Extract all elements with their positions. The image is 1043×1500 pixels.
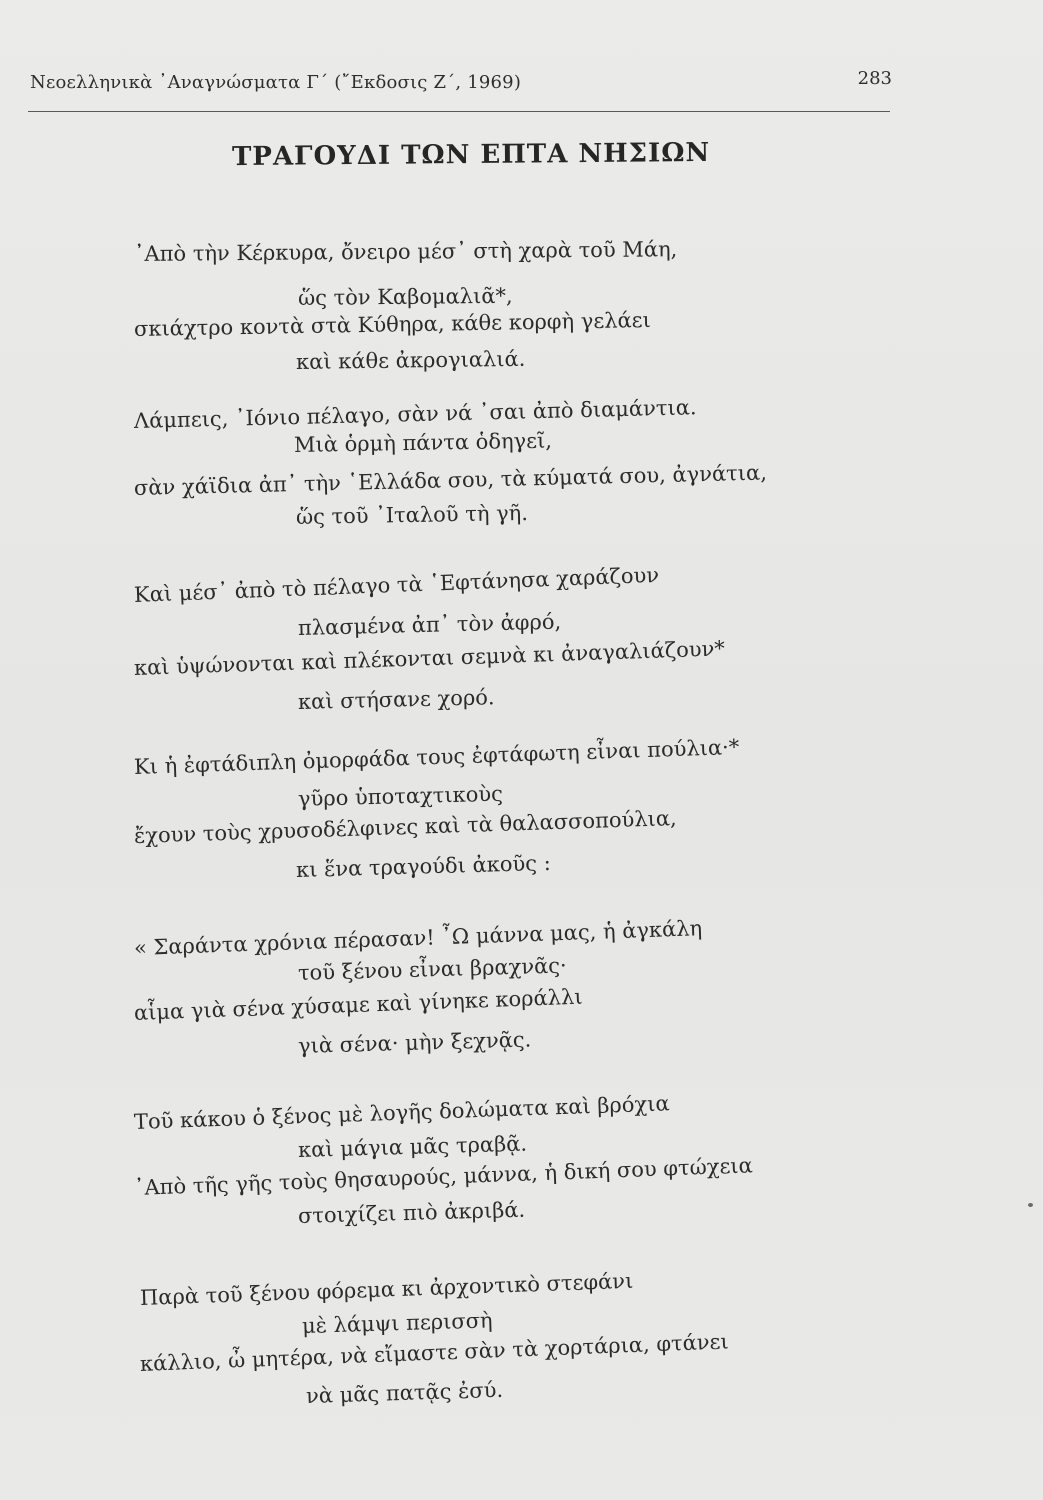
verse-line: αἷμα γιὰ σένα χύσαμε καὶ γίνηκε κοράλλι	[133, 984, 583, 1025]
verse-line: καὶ ὑψώνονται καὶ πλέκονται σεμνὰ κι ἀναγαλιάζουν*	[133, 636, 726, 680]
verse-line: ᾽Απὸ τῆς γῆς τοὺς θησαυρούς, μάννα, ἡ δική σου φτώχεια	[133, 1153, 754, 1200]
verse-line: ὥς τὸν Καβομαλιᾶ*,	[297, 283, 513, 310]
poem-title: ΤΡΑΓΟΥΔΙ ΤΩΝ ΕΠΤΑ ΝΗΣΙΩΝ	[231, 137, 711, 173]
verse-line: καὶ κάθε ἀκρογιαλιά.	[295, 346, 526, 374]
verse-line: Παρὰ τοῦ ξένου φόρεμα κι ἀρχοντικὸ στεφάνι	[139, 1268, 634, 1310]
verse-line: Μιὰ ὁρμὴ πάντα ὁδηγεῖ,	[293, 428, 553, 457]
verse-line: τοῦ ξένου εἶναι βραχνᾶς·	[297, 953, 567, 985]
page-header	[30, 68, 892, 98]
verse-line: πλασμένα ἀπ᾽ τὸν ἀφρό,	[297, 609, 562, 640]
ink-speck	[1028, 1203, 1033, 1207]
verse-line: Κι ἡ ἐφτάδιπλη ὀμορφάδα τους ἐφτάφωτη εἶναι πούλια·*	[133, 734, 740, 779]
verse-line: « Σαράντα χρόνια πέρασαν! ῏Ω μάννα μας, ἡ ἀγκάλη	[133, 916, 703, 960]
verse-line: Λάμπεις, ᾽Ιόνιο πέλαγο, σὰν νά ᾽σαι ἀπὸ διαμάντια.	[133, 395, 697, 433]
verse-line: νὰ μᾶς πατᾷς ἐσύ.	[305, 1377, 504, 1408]
verse-line: κι ἕνα τραγούδι ἀκοῦς :	[295, 850, 552, 882]
running-title: Νεοελληνικὰ ᾽Αναγνώσματα Γ΄ (῎Εκδοσις Ζ΄, 1969)	[30, 72, 522, 93]
verse-line: Τοῦ κάκου ὁ ξένος μὲ λογῆς δολώματα καὶ βρόχια	[133, 1091, 670, 1134]
verse-line: Καὶ μέσ᾽ ἀπὸ τὸ πέλαγο τὰ ῾Εφτάνησα χαράζουν	[133, 562, 660, 607]
verse-line: στοιχίζει πιὸ ἀκριβά.	[297, 1197, 526, 1228]
verse-line: ὥς τοῦ ᾽Ιταλοῦ τὴ γῆ.	[295, 500, 529, 529]
verse-line: καὶ μάγια μᾶς τραβᾷ.	[297, 1131, 528, 1162]
verse-line: σὰν χάϊδια ἀπ᾽ τὴν ῾Ελλάδα σου, τὰ κύματά σου, ἀγνάτια,	[133, 460, 768, 500]
verse-line: γιὰ σένα· μὴν ξεχνᾷς.	[297, 1027, 532, 1058]
verse-line: σκιάχτρο κοντὰ στὰ Κύθηρα, κάθε κορφὴ γελάει	[133, 307, 652, 341]
header-rule	[28, 111, 890, 112]
page-number: 283	[857, 68, 892, 89]
verse-line: ᾽Απὸ τὴν Κέρκυρα, ὄνειρο μέσ᾽ στὴ χαρὰ τοῦ Μάη,	[133, 237, 678, 266]
verse-line: κάλλιο, ὦ μητέρα, νὰ εἴμαστε σὰν τὰ χορτάρια, φτάνει	[139, 1329, 730, 1376]
verse-line: γῦρο ὑποταχτικοὺς	[297, 781, 504, 811]
verse-line: ἔχουν τοὺς χρυσοδέλφινες καὶ τὰ θαλασσοπούλια,	[133, 806, 678, 848]
verse-line: μὲ λάμψι περισσὴ	[301, 1308, 493, 1338]
verse-line: καὶ στήσανε χορό.	[297, 685, 495, 714]
